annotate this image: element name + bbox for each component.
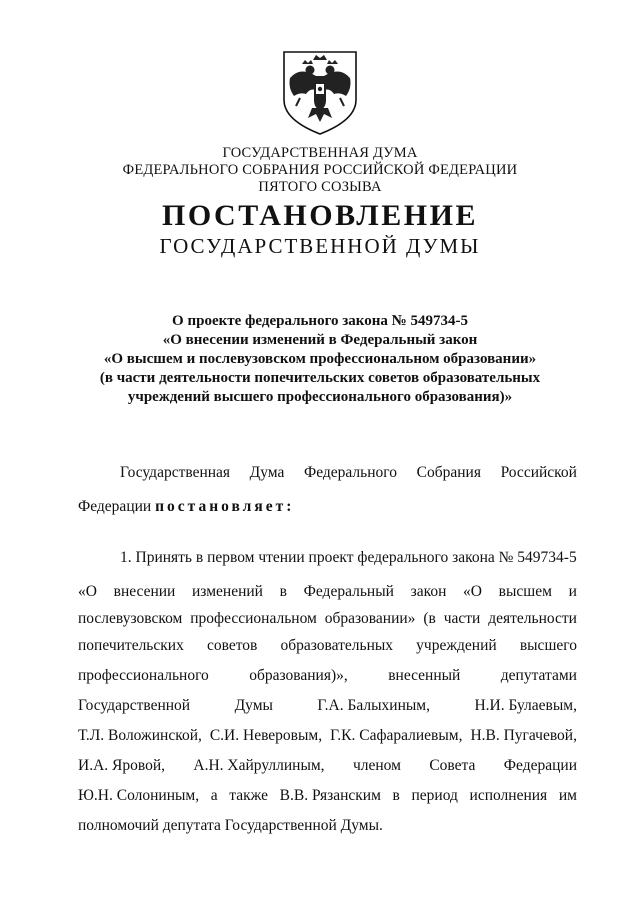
clause-1-line-8 — [78, 756, 577, 776]
word: учреждений — [416, 637, 497, 654]
word: (в — [423, 610, 436, 627]
clause-1-line-9 — [78, 786, 577, 806]
org-name-line-2: ФЕДЕРАЛЬНОГО СОБРАНИЯ РОССИЙСКОЙ ФЕДЕРАЦИИ — [122, 162, 518, 178]
document-subtitle: ГОСУДАРСТВЕННОЙ ДУМЫ — [159, 234, 481, 258]
word: изменений — [192, 583, 263, 600]
word: профессиональном — [190, 610, 317, 627]
word: «О — [463, 583, 482, 600]
subject-line-1: О проекте федерального закона № 549734-5 — [172, 313, 468, 329]
word: внесенный — [388, 667, 461, 684]
clause-1-line-3 — [78, 609, 577, 629]
clause-1-line-7 — [78, 726, 577, 746]
word: профессионального — [78, 667, 209, 684]
word: внесении — [113, 583, 176, 600]
word: депутатами — [500, 667, 577, 684]
subject-line-5: учреждений высшего профессионального образования)» — [127, 389, 513, 405]
russian-coat-of-arms-icon — [280, 48, 360, 138]
word: высшем — [498, 583, 552, 600]
word: Федерации — [503, 757, 577, 774]
word: Собрания — [416, 464, 481, 481]
word: им — [558, 787, 577, 804]
subject-line-2: «О внесении изменений в Федеральный закон — [162, 332, 478, 348]
org-name-line-1: ГОСУДАРСТВЕННАЯ ДУМА — [222, 145, 418, 161]
word: в — [279, 583, 287, 600]
clause-1-line-1: 1. Принять в первом чтении проект федерального закона № 549734-5 — [120, 549, 577, 566]
word: части — [443, 610, 481, 627]
word: Совета — [429, 757, 476, 774]
word: Г.К. Сафаралиевым, — [330, 727, 463, 744]
clause-1-line-2 — [78, 582, 577, 602]
word: Федерального — [303, 464, 398, 481]
preamble-line-1 — [78, 463, 577, 483]
word: Н.И. Булаевым, — [474, 697, 577, 714]
word: С.И. Неверовым, — [209, 727, 323, 744]
word: закон — [410, 583, 447, 600]
word: образовательных — [280, 637, 394, 654]
subject-line-4: (в части деятельности попечительских советов образовательных — [99, 370, 541, 386]
word: Федеральный — [303, 583, 394, 600]
word: И.А. Яровой, — [78, 757, 165, 774]
word: советов — [206, 637, 258, 654]
subject-line-3: «О высшем и послевузовском профессиональном образовании» — [103, 351, 537, 367]
clause-1-line-6 — [78, 696, 577, 716]
preamble-start: Федерации — [78, 498, 156, 515]
word: Т.Л. Воложинской, — [78, 727, 202, 744]
clause-1-line-5 — [78, 666, 577, 686]
word: Государственная — [120, 464, 231, 481]
word: Российской — [500, 464, 577, 481]
word: образования)», — [249, 667, 348, 684]
word: Ю.Н. Солониным, — [78, 787, 200, 804]
convocation-line: ПЯТОГО СОЗЫВА — [258, 179, 382, 195]
word: образовании» — [324, 610, 416, 627]
document-title: ПОСТАНОВЛЕНИЕ — [162, 199, 478, 232]
clause-1-line-4 — [78, 636, 577, 656]
word: послевузовском — [78, 610, 183, 627]
word: деятельности — [488, 610, 577, 627]
word: «О — [78, 583, 97, 600]
preamble-line-2 — [78, 497, 577, 517]
word: Дума — [249, 464, 285, 481]
word: попечительских — [78, 637, 184, 654]
clause-1-line-10: полномочий депутата Государственной Думы. — [78, 817, 383, 834]
word: период — [411, 787, 458, 804]
word: и — [568, 583, 577, 600]
word: Н.В. Пугачевой, — [470, 727, 577, 744]
word: членом — [352, 757, 401, 774]
word: также — [229, 787, 269, 804]
word: Думы — [234, 697, 273, 714]
resolution-verb: постановляет: — [155, 498, 295, 515]
word: Государственной — [78, 697, 191, 714]
word: а — [210, 787, 218, 804]
word: высшего — [519, 637, 577, 654]
word: исполнения — [469, 787, 548, 804]
word: в — [392, 787, 400, 804]
word: А.Н. Хайруллиным, — [193, 757, 325, 774]
word: В.В. Рязанским — [279, 787, 381, 804]
word: Г.А. Балыхиным, — [317, 697, 430, 714]
